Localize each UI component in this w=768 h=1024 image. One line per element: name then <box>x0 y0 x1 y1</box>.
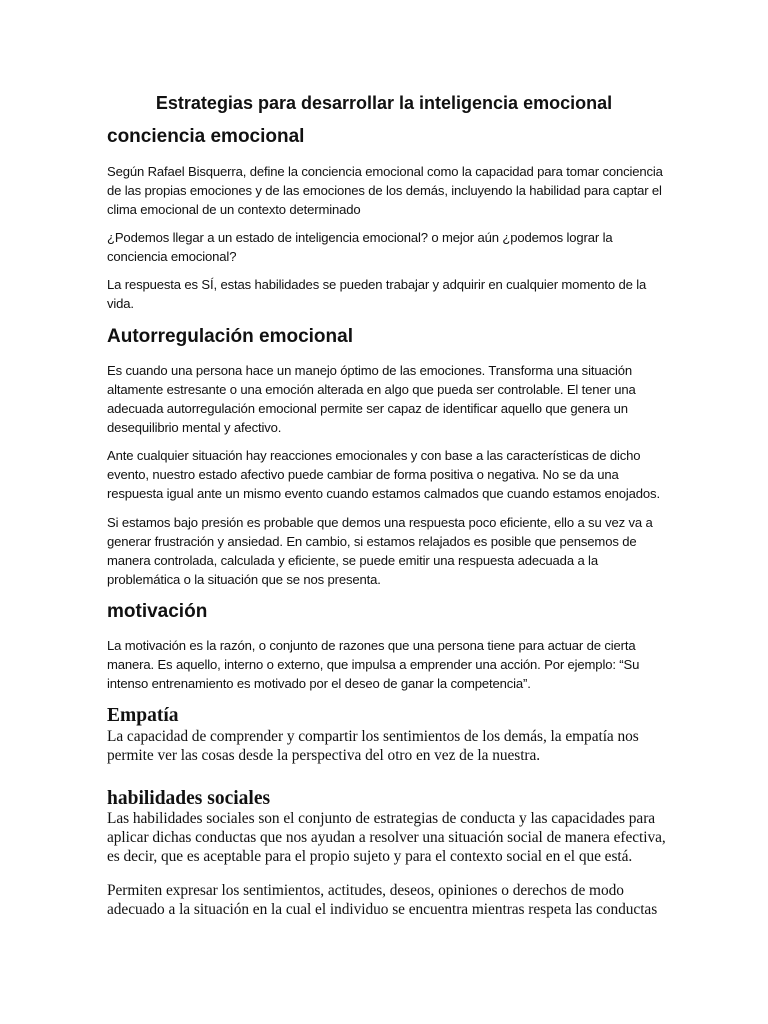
section-heading-autorregulacion: Autorregulación emocional <box>107 326 353 347</box>
paragraph: Las habilidades sociales son el conjunto de estrategias de conducta y las capacidades para aplicar dichas conductas que nos ayudan a resolver una situación social de manera efectiva, es decir, que es aceptable para el propio sujeto y para el contexto social en el que está. <box>107 810 666 865</box>
paragraph: Es cuando una persona hace un manejo óptimo de las emociones. Transforma una situación altamente estresante o una emoción alterada en algo que pueda ser controlable. El tener una adecuada autorregulación emocional permite ser capaz de identificar aquello que genera un desequilibrio mental y afectivo. <box>107 363 636 435</box>
paragraph: La capacidad de comprender y compartir los sentimientos de los demás, la empatía nos permite ver las cosas desde la perspectiva del otro en vez de la nuestra. <box>107 728 639 764</box>
document-title: Estrategias para desarrollar la inteligencia emocional <box>155 93 613 113</box>
paragraph: Permiten expresar los sentimientos, actitudes, deseos, opiniones o derechos de modo adecuado a la situación en la cual el individuo se encuentra mientras respeta las conductas <box>107 882 658 918</box>
paragraph: Ante cualquier situación hay reacciones emocionales y con base a las características de dicho evento, nuestro estado afectivo puede cambiar de forma positiva o negativa. No se da una respuesta igual ante un mismo evento cuando estamos calmados que cuando estamos enojados. <box>107 448 660 501</box>
section-heading-empatia: Empatía <box>107 705 179 726</box>
section-heading-conciencia-emocional: conciencia emocional <box>107 126 305 147</box>
paragraph: Si estamos bajo presión es probable que demos una respuesta poco eficiente, ello a su vez va a generar frustración y ansiedad. En cambio, si estamos relajados es posible que pensemos de manera controlada, calculada y eficiente, se puede emitir una respuesta adecuada a la problemática o la situación que se nos presenta. <box>107 515 653 587</box>
paragraph: La motivación es la razón, o conjunto de razones que una persona tiene para actuar de cierta manera. Es aquello, interno o externo, que impulsa a emprender una acción. Por ejemplo: “Su intenso entrenamiento es motivado por el deseo de ganar la competencia”. <box>107 638 640 691</box>
section-heading-habilidades-sociales: habilidades sociales <box>107 788 271 809</box>
paragraph: ¿Podemos llegar a un estado de inteligencia emocional? o mejor aún ¿podemos lograr la conciencia emocional? <box>107 230 613 264</box>
paragraph: La respuesta es SÍ, estas habilidades se pueden trabajar y adquirir en cualquier momento de la vida. <box>107 277 647 311</box>
paragraph: Según Rafael Bisquerra, define la conciencia emocional como la capacidad para tomar conciencia de las propias emociones y de las emociones de los demás, incluyendo la habilidad para captar el clima emocional de un contexto determinado <box>107 164 663 217</box>
section-heading-motivacion: motivación <box>107 601 208 622</box>
